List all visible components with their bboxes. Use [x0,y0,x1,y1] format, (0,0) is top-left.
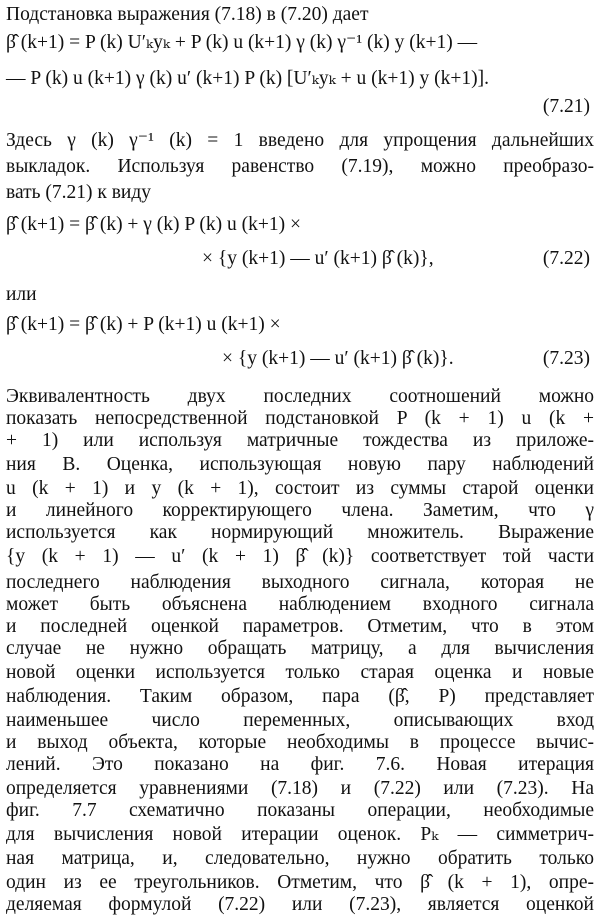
equation-7-23-line1: β̂ (k+1) = β̂ (k) + P (k+1) u (k+1) × [6,314,281,335]
body-line: ная матрица, и, следовательно, нужно обратить только [6,848,594,869]
body-line: показать непосредственной подстановкой P (k + 1) u (k + [6,408,594,429]
equation-7-23-line2: × {y (k+1) — u′ (k+1) β̂ (k)}. [222,348,454,369]
body-line: и линейного корректирующего члена. Заметим, что γ [6,500,594,521]
paragraph-1-line-1: Здесь γ (k) γ⁻¹ (k) = 1 введено для упрощения дальнейших [6,130,594,151]
equation-7-22-line1: β̂ (k+1) = β̂ (k) + γ (k) P (k) u (k+1) × [6,214,302,235]
body-line: u (k + 1) и y (k + 1), состоит из суммы старой оценки [6,478,594,499]
body-line: фиг. 7.7 схематично показаны операции, необходимые [6,800,594,821]
body-line: один из ее треугольников. Отметим, что β̂ (k + 1), опре- [6,872,594,893]
body-line: {y (k + 1) — u′ (k + 1) β̂ (k)} соответствует той части [6,546,594,567]
equation-number-7-21: (7.21) [542,96,590,117]
paragraph-1-line-3: вать (7.21) к виду [6,182,152,203]
body-line: наблюдения. Таким образом, пара (β̂, P) представляет [6,686,594,707]
body-line: Эквивалентность двух последних соотношений можно [6,386,594,407]
body-line: может быть объяснена наблюдением входного сигнала [6,594,594,615]
body-line: последнего наблюдения выходного сигнала, которая не [6,572,594,593]
paragraph-1-line-2: выкладок. Используя равенство (7.19), можно преобразо- [6,156,594,177]
body-line: используется как нормирующий множитель. Выражение [6,522,594,543]
equation-number-7-22: (7.22) [542,248,590,269]
equation-7-22-line2: × {y (k+1) — u′ (k+1) β̂ (k)}, [202,248,434,269]
body-line: лений. Это показано на фиг. 7.6. Новая итерация [6,754,594,775]
body-line: для вычисления новой итерации оценок. Pₖ — симметрич- [6,824,594,845]
body-line: и последней оценкой параметров. Отметим, что в этом [6,616,594,637]
equation-number-7-23: (7.23) [542,348,590,369]
body-line: деляемая формулой (7.22) или (7.23), является оценкой [6,894,594,915]
body-line: новой оценки используется только старая оценка и новые [6,662,594,683]
body-line: определяется уравнениями (7.18) и (7.22) или (7.23). На [6,778,594,799]
body-line: и выход объекта, которые необходимы в процессе вычис- [6,732,594,753]
equation-7-21-line1: β̂ (k+1) = P (k) U′ₖyₖ + P (k) u (k+1) γ (k) γ⁻¹ (k) y (k+1) — [6,32,478,53]
body-line: случае не нужно обращать матрицу, а для вычисления [6,638,594,659]
body-line: + 1) или используя матричные тождества из приложе- [6,430,594,451]
intro-text: Подстановка выражения (7.18) в (7.20) дает [6,4,369,25]
equation-7-21-line2: — P (k) u (k+1) γ (k) u′ (k+1) P (k) [U′ₖyₖ + u (k+1) y (k+1)]. [6,68,489,89]
body-line: ния В. Оценка, использующая новую пару наблюдений [6,454,594,475]
body-line: наименьшее число переменных, описывающих вход [6,710,594,731]
or-word: или [6,284,37,305]
